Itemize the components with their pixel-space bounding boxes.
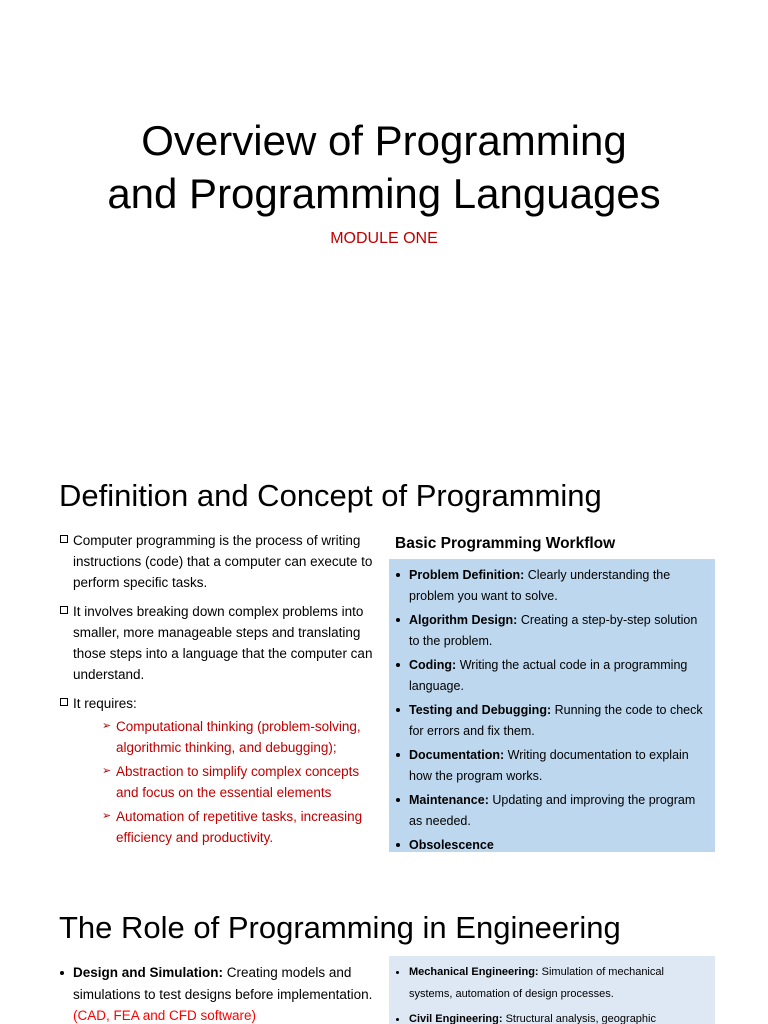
bullet-icon [396,971,399,974]
bullet-icon [396,708,400,712]
workflow-title: Basic Programming Workflow [395,535,616,552]
list-item-text: It involves breaking down complex problems into smaller, more manageable steps and translating those steps into a language that the computer can understand. [73,604,373,682]
field-term: Mechanical Engineering: [409,966,539,978]
engineering-desc: Creating models and simulations to test designs before implementation. [73,965,373,1002]
list-item-text: Automation of repetitive tasks, increasing efficiency and productivity. [116,809,363,845]
list-item [395,565,705,606]
workflow-term: Maintenance: [409,793,489,807]
checkbox-bullet-icon [60,606,68,614]
list-item [59,962,377,1024]
list-item-text: It requires: [73,696,137,711]
list-item [395,962,705,1005]
bullet-icon [396,843,400,847]
bullet-icon [396,663,400,667]
requirements-list [102,716,377,848]
list-item [395,700,705,741]
workflow-term: Documentation: [409,748,505,762]
bullet-icon [396,798,400,802]
engineering-fields-box [389,956,715,1024]
arrow-bullet-icon: ➢ [102,720,112,732]
field-desc: Simulation of mechanical systems, automation of design processes. [409,966,664,1000]
list-item [102,761,377,803]
workflow-term: Obsolescence [409,838,494,852]
module-subtitle: MODULE ONE [330,230,438,247]
title-line-2: and Programming Languages [107,170,661,217]
field-desc: Structural analysis, geographic [505,1013,656,1024]
bullet-icon [396,573,400,577]
list-item [59,693,377,848]
title-slide [0,0,768,440]
list-item [395,835,705,852]
title-line-1: Overview of Programming [141,117,627,164]
workflow-desc: Writing documentation to explain how the program works. [409,748,689,783]
engineering-slide [0,872,768,1024]
bullet-icon [396,1018,399,1021]
arrow-bullet-icon: ➢ [102,810,112,822]
workflow-desc: Creating a step-by-step solution to the problem. [409,613,698,648]
engineering-list [59,962,377,1024]
list-item [395,790,705,831]
arrow-bullet-icon: ➢ [102,765,112,777]
list-item-text: Computer programming is the process of writing instructions (code) that a computer can execute to perform specific tasks. [73,533,373,590]
workflow-desc: Writing the actual code in a programming language. [409,658,688,693]
list-item [102,716,377,758]
definition-list [59,530,377,856]
engineering-term: Design and Simulation: [73,965,224,980]
bullet-icon [396,753,400,757]
checkbox-bullet-icon [60,698,68,706]
workflow-desc: Clearly understanding the problem you want to solve. [409,568,671,603]
workflow-desc: Running the code to check for errors and fix them. [409,703,703,738]
bullet-icon [60,971,64,975]
list-item [59,601,377,685]
definition-slide [0,440,768,872]
checkbox-bullet-icon [60,535,68,543]
list-item [395,1009,705,1024]
workflow-term: Problem Definition: [409,568,525,582]
workflow-desc: Updating and improving the program as needed. [409,793,696,828]
list-item [59,530,377,593]
list-item [395,610,705,651]
workflow-term: Testing and Debugging: [409,703,552,717]
list-item [102,806,377,848]
workflow-box [389,559,715,852]
list-item [395,655,705,696]
presentation-title [0,114,768,220]
list-item-text: Computational thinking (problem-solving, algorithmic thinking, and debugging); [116,719,361,755]
list-item [395,745,705,786]
bullet-icon [396,618,400,622]
workflow-term: Coding: [409,658,457,672]
slide-heading: Definition and Concept of Programming [59,478,602,513]
software-highlight: (CAD, FEA and CFD software) [73,1008,257,1023]
field-term: Civil Engineering: [409,1013,503,1024]
workflow-term: Algorithm Design: [409,613,518,627]
list-item-text: Abstraction to simplify complex concepts and focus on the essential elements [116,764,360,800]
slide-heading: The Role of Programming in Engineering [59,910,621,945]
